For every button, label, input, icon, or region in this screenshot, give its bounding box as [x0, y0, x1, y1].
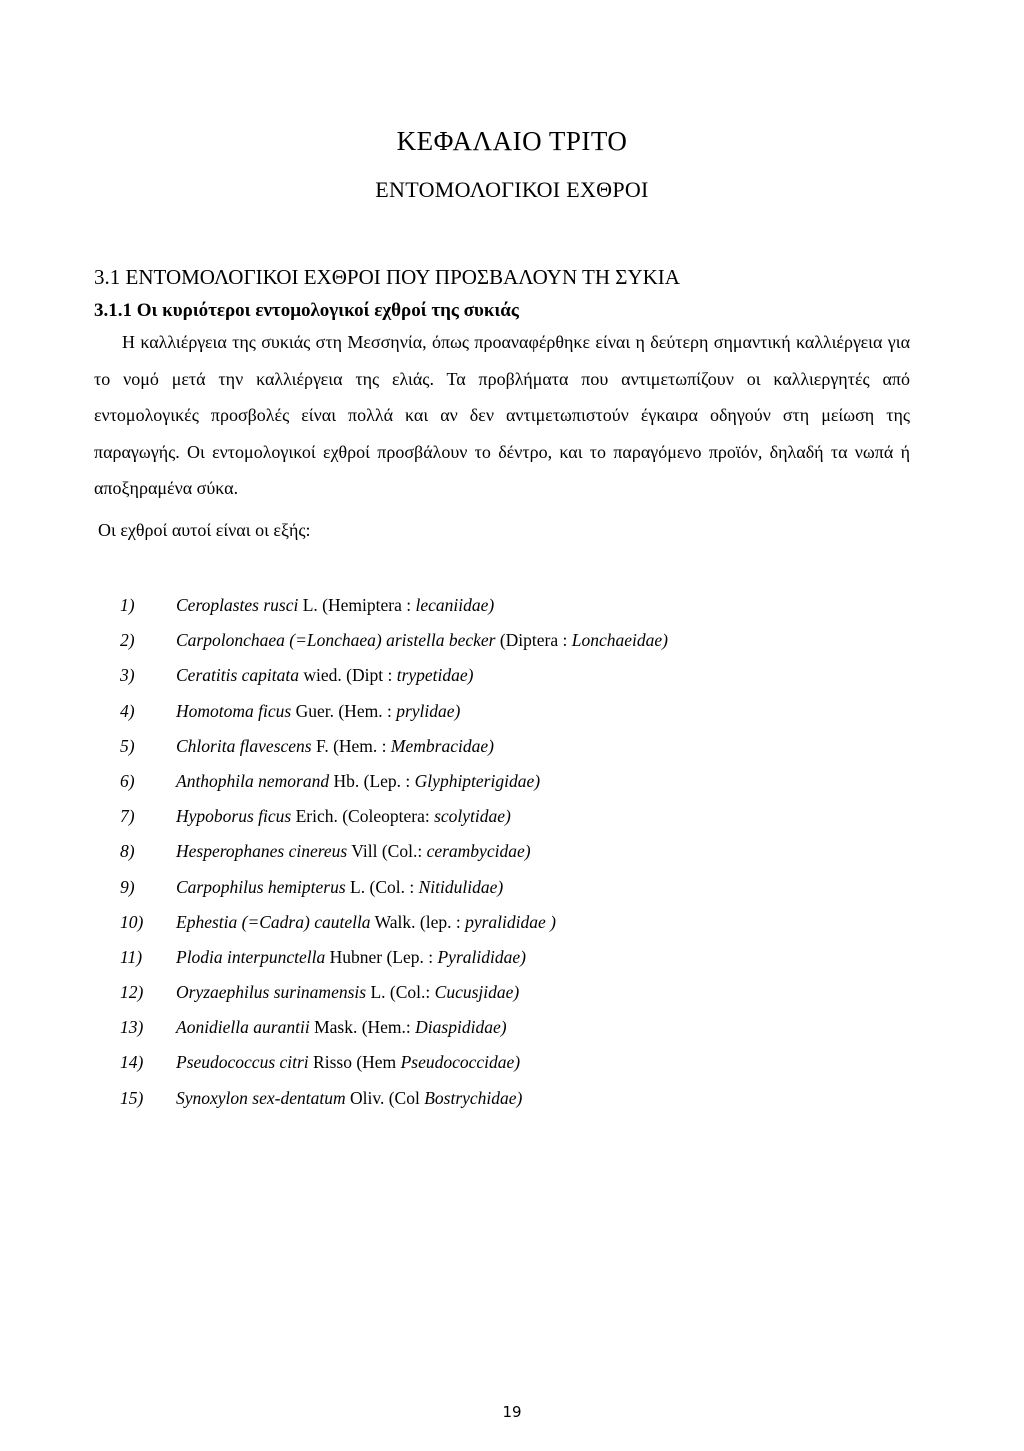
pest-species: Hesperophanes cinereus	[176, 841, 348, 862]
list-item	[120, 694, 668, 729]
pest-order: (lep. :	[419, 911, 466, 932]
pest-order: (Dipt :	[346, 665, 397, 686]
list-item	[120, 588, 668, 623]
pest-author: Hb.	[329, 770, 364, 791]
pest-author: Guer.	[291, 700, 339, 721]
pest-family: pyralididae )	[465, 911, 556, 932]
pest-order: (Col. :	[369, 876, 419, 897]
pest-family: cerambycidae)	[426, 841, 531, 862]
pest-number: 10)	[120, 911, 144, 932]
subsection-heading	[94, 300, 519, 322]
pest-author: Walk.	[370, 911, 420, 932]
pest-family: trypetidae)	[396, 665, 474, 686]
pest-order: (Hem. :	[338, 700, 397, 721]
list-item	[120, 1081, 668, 1116]
pest-species: Oryzaephilus surinamensis	[176, 982, 367, 1003]
pest-species: Pseudococcus citri	[176, 1052, 309, 1073]
pest-author: Vill	[347, 841, 382, 862]
list-item	[120, 658, 668, 693]
body-paragraph: Η καλλιέργεια της συκιάς στη Μεσσηνία, όπως προαναφέρθηκε είναι η δεύτερη σημαντική καλλιέργεια για το νομό μετά την καλλιέργεια της ελιάς. Τα προβλήματα που αντιμετωπίζουν οι καλλιεργητές από εντομολογικές προσβολές είναι πολλά και αν δεν αντιμετωπιστούν έγκαιρα οδηγούν στη μείωση της παραγωγής. Οι εντομολογικοί εχθροί προσβάλουν το δέντρο, και το παραγόμενο προϊόν, δηλαδή τα νωπά ή αποξηραμένα σύκα.	[94, 332, 910, 498]
pest-species: Carpolonchaea (=Lonchaea) aristella becker	[176, 630, 496, 651]
pest-family: scolytidae)	[434, 806, 511, 827]
pest-family: Membracidae)	[390, 735, 494, 756]
section-heading: 3.1 ΕΝΤΟΜΟΛΟΓΙΚΟΙ ΕΧΘΡΟΙ ΠΟΥ ΠΡΟΣΒΑΛΟΥΝ ΤΗ ΣΥΚΙΑ	[94, 265, 680, 289]
list-item	[120, 764, 668, 799]
pest-number: 9)	[120, 876, 135, 897]
pest-species: Ephestia (=Cadra) cautella	[176, 911, 371, 932]
pest-number: 5)	[120, 735, 135, 756]
list-item	[120, 834, 668, 869]
pest-species: Plodia interpunctella	[176, 946, 326, 967]
pest-number: 4)	[120, 700, 135, 721]
pest-order: (Col	[388, 1087, 425, 1108]
chapter-title: ΚΕΦΑΛΑΙΟ ΤΡΙΤΟ	[396, 126, 628, 156]
list-intro: Οι εχθροί αυτοί είναι οι εξής:	[98, 520, 311, 540]
pest-species: Synoxylon sex-dentatum	[176, 1087, 346, 1108]
pest-number: 2)	[120, 630, 135, 651]
list-item	[120, 1010, 668, 1045]
pest-order: (Hem	[356, 1052, 401, 1073]
pest-family: Nitidulidae)	[418, 876, 504, 897]
pest-family: prylidae)	[396, 700, 461, 721]
pest-order: (Coleoptera:	[342, 806, 435, 827]
pest-species: Hypoborus ficus	[176, 806, 292, 827]
pest-family: Glyphipterigidae)	[414, 770, 541, 791]
pest-author: F.	[311, 735, 334, 756]
pest-species: Aonidiella aurantii	[176, 1017, 310, 1038]
pest-list	[120, 588, 668, 1116]
pest-number: 13)	[120, 1017, 144, 1038]
pest-family: Diaspididae)	[415, 1017, 507, 1038]
pest-author: Mask.	[309, 1017, 362, 1038]
pest-order: (Lep. :	[386, 946, 438, 967]
pest-family: Lonchaeidae)	[571, 630, 668, 651]
pest-species: Anthophila nemorand	[176, 770, 330, 791]
pest-order: (Diptera :	[499, 630, 572, 651]
list-item	[120, 940, 668, 975]
pest-author: Risso	[308, 1052, 357, 1073]
pest-number: 11)	[120, 946, 143, 967]
pest-author: Oliv.	[345, 1087, 389, 1108]
chapter-subtitle: ΕΝΤΟΜΟΛΟΓΙΚΟΙ ΕΧΘΡΟΙ	[375, 177, 649, 202]
pest-author: Hubner	[325, 946, 387, 967]
pest-number: 14)	[120, 1052, 144, 1073]
pest-order: (Hem.:	[361, 1017, 416, 1038]
list-item	[120, 870, 668, 905]
pest-number: 12)	[120, 982, 144, 1003]
pest-order: (Col.:	[381, 841, 427, 862]
pest-species: Chlorita flavescens	[176, 735, 312, 756]
pest-number: 1)	[120, 595, 135, 615]
pest-author: wied.	[299, 665, 347, 686]
pest-species: Ceratitis capitata	[176, 665, 299, 686]
subsection-number: 3.1.1	[94, 300, 132, 321]
pest-number: 7)	[120, 806, 135, 827]
pest-species: Carpophilus hemipterus	[176, 876, 346, 897]
pest-family: Bostrychidae)	[424, 1087, 523, 1108]
pest-family: Pseudococcidae)	[400, 1052, 521, 1073]
list-item	[120, 905, 668, 940]
pest-author: L.	[345, 876, 370, 897]
pest-author: L.	[366, 982, 390, 1003]
list-item	[120, 799, 668, 834]
page-number: 19	[502, 1403, 522, 1421]
pest-family: lecaniidae)	[415, 595, 495, 615]
pest-number: 6)	[120, 770, 135, 791]
pest-author: Erich.	[291, 806, 343, 827]
pest-number: 3)	[120, 665, 135, 686]
pest-order: (Lep. :	[363, 770, 415, 791]
list-item	[120, 1045, 668, 1080]
pest-species: Homotoma ficus	[176, 700, 292, 721]
list-item	[120, 729, 668, 764]
list-item	[120, 623, 668, 658]
pest-order: (Hem. :	[333, 735, 391, 756]
pest-number: 8)	[120, 841, 135, 862]
pest-order: (Hemiptera :	[322, 595, 416, 615]
pest-family: Pyralididae)	[437, 946, 526, 967]
subsection-title: Οι κυριότεροι εντομολογικοί εχθροί της συκιάς	[136, 300, 519, 321]
pest-number: 15)	[120, 1087, 144, 1108]
pest-author: L.	[298, 595, 323, 615]
pest-species: Ceroplastes rusci	[176, 595, 299, 615]
list-item	[120, 975, 668, 1010]
pest-order: (Col.:	[389, 982, 435, 1003]
pest-family: Cucusjidae)	[434, 982, 520, 1003]
